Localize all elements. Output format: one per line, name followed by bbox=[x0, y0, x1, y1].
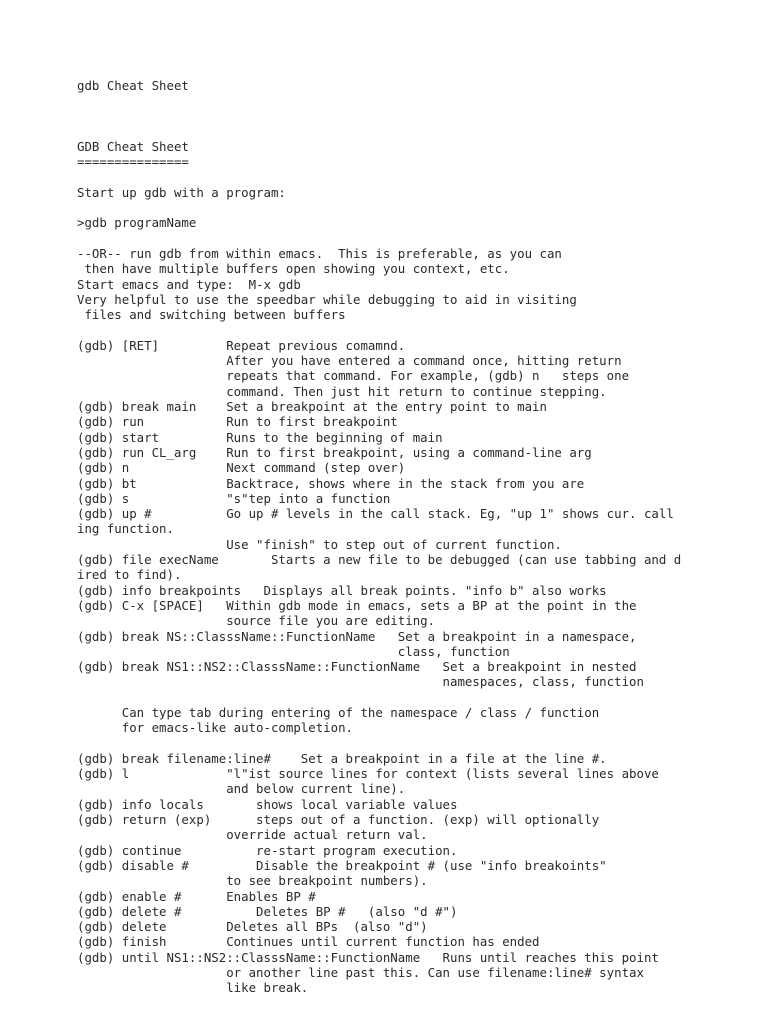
document-title: gdb Cheat Sheet bbox=[77, 78, 189, 93]
document-body-text: GDB Cheat Sheet =============== Start up gdb with a program: >gdb programName --OR-- run gdb from within emacs. This is preferable, as you can then have multiple buffers open showing you context, etc. Start emacs and type: M-x gdb Very helpful to use the speedbar while debugging to aid in visiting files and switching between buffers (gdb) [RET] Repeat previous comamnd. After you have entered a command once, hitting return repeats that command. For example, (gdb) n steps one command. Then just hit return to continue stepping. (gdb) break main Set a breakpoint at the entry point to main (gdb) run Run to first breakpoint (gdb) start Runs to the beginning of main (gdb) run CL_arg Run to first breakpoint, using a command-line arg (gdb) n Next command (step over) (gdb) bt Backtrace, shows where in the stack from you are (gdb) s "s"tep into a function (gdb) up # Go up # levels in the call stack. Eg, "up 1" shows cur. call ing function. Use "finish" to step out of current function. (gdb) file execName Starts a new file to be debugged (can use tabbing and d ired to find). (gdb) info breakpoints Displays all break points. "info b" also works (gdb) C-x [SPACE] Within gdb mode in emacs, sets a BP at the point in the source file you are editing. (gdb) break NS::ClasssName::FunctionName Set a breakpoint in a namespace, class, function (gdb) break NS1::NS2::ClasssName::FunctionName Set a breakpoint in nested namespaces, class, function Can type tab during entering of the namespace / class / function for emacs-like auto-completion. (gdb) break filename:line# Set a breakpoint in a file at the line #. (gdb) l "l"ist source lines for context (lists several lines above and below current line). (gdb) info locals shows local variable values (gdb) return (exp) steps out of a function. (exp) will optionally override actual return val. (gdb) continue re-start program execution. (gdb) disable # Disable the breakpoint # (use "info breakoints" to see breakpoint numbers). (gdb) enable # Enables BP # (gdb) delete # Deletes BP # (also "d #") (gdb) delete Deletes all BPs (also "d") (gdb) finish Continues until current function has ended (gdb) until NS1::NS2::ClasssName::FunctionName Runs until reaches this point or another line past this. Can use filename:line# syntax like break. bbox=[77, 139, 682, 996]
